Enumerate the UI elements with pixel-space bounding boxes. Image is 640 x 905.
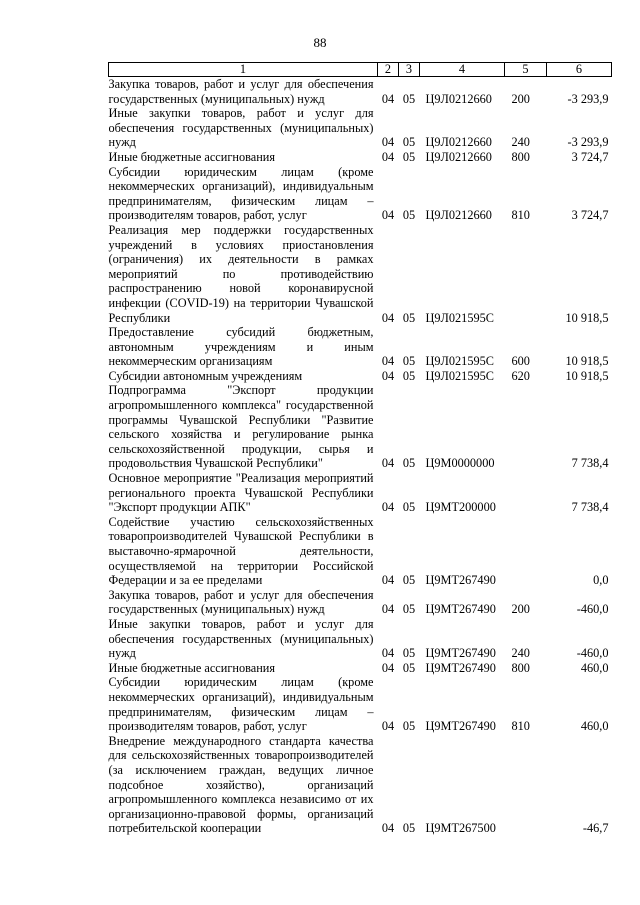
cell-expense-type [505, 383, 547, 471]
cell-amount: 7 738,4 [571, 456, 609, 471]
cell-target-code: Ц9МТ267490 [425, 646, 496, 661]
cell-subsection: 05 [402, 456, 416, 471]
cell-section: 04 [381, 135, 395, 150]
col-header-4: 4 [420, 63, 505, 77]
cell-target-code: Ц9Л0212660 [425, 208, 492, 223]
cell-amount: 3 724,7 [571, 149, 609, 164]
cell-target-code: Ц9МТ267490 [425, 573, 496, 588]
cell-target-code: Ц9МТ267500 [425, 821, 496, 836]
cell-amount: 3 724,7 [571, 208, 609, 223]
table-row [109, 150, 612, 165]
cell-section: 04 [381, 310, 395, 325]
cell-amount: 10 918,5 [565, 310, 609, 325]
cell-expense-type [505, 223, 547, 325]
page-number: 88 [313, 35, 327, 50]
cell-amount: -46,7 [582, 821, 609, 836]
cell-expense-type: 600 [511, 354, 530, 369]
table-row [109, 325, 612, 369]
cell-expense-type: 810 [511, 719, 530, 734]
cell-section: 04 [381, 500, 395, 515]
table-row [109, 588, 612, 617]
cell-amount: 460,0 [580, 660, 609, 675]
cell-section: 04 [381, 573, 395, 588]
cell-section: 04 [381, 368, 395, 383]
col-header-5: 5 [505, 63, 547, 77]
cell-subsection: 05 [402, 660, 416, 675]
cell-expense-type: 240 [511, 646, 530, 661]
cell-name: Иные бюджетные ассигнования [108, 660, 276, 675]
cell-name: Закупка товаров, работ и услуг для обеспечения государственных (муниципальных) нужд [108, 77, 374, 106]
cell-subsection: 05 [402, 310, 416, 325]
cell-expense-type: 200 [511, 602, 530, 617]
col-header-2: 2 [378, 63, 399, 77]
cell-name: Реализация мер поддержки государственных учреждений в условиях приостановления (ограничения) их деятельности в рамках мероприятий по противодействию распространению новой коронавирусной инфекции (COVID-19) на территории Чувашской Республики [108, 222, 374, 325]
cell-subsection: 05 [402, 602, 416, 617]
cell-subsection: 05 [402, 500, 416, 515]
cell-amount: -460,0 [576, 646, 609, 661]
col-header-6: 6 [547, 63, 612, 77]
cell-target-code: Ц9МТ200000 [425, 500, 496, 515]
table-row [109, 383, 612, 471]
cell-section: 04 [381, 821, 395, 836]
cell-target-code: Ц9МТ267490 [425, 660, 496, 675]
cell-subsection: 05 [402, 135, 416, 150]
cell-section: 04 [381, 660, 395, 675]
cell-amount: 10 918,5 [565, 368, 609, 383]
cell-amount: 0,0 [593, 573, 609, 588]
table-row [109, 515, 612, 588]
cell-subsection: 05 [402, 821, 416, 836]
cell-name: Иные бюджетные ассигнования [108, 149, 276, 164]
table-row [109, 471, 612, 515]
cell-name: Субсидии юридическим лицам (кроме некоммерческих организаций), индивидуальным предпринимателям, физическим лицам – производителям товаров, работ, услуг [108, 164, 374, 223]
cell-target-code: Ц9Л0212660 [425, 149, 492, 164]
header-row [109, 63, 612, 77]
cell-section: 04 [381, 602, 395, 617]
cell-subsection: 05 [402, 719, 416, 734]
cell-expense-type: 810 [511, 208, 530, 223]
cell-target-code: Ц9Л0212660 [425, 91, 492, 106]
cell-subsection: 05 [402, 354, 416, 369]
table-row [109, 661, 612, 676]
col-header-3: 3 [399, 63, 420, 77]
cell-expense-type [505, 515, 547, 588]
cell-expense-type [505, 471, 547, 515]
table-body [109, 77, 612, 836]
cell-section: 04 [381, 719, 395, 734]
cell-target-code: Ц9Л021595С [425, 310, 494, 325]
cell-subsection: 05 [402, 368, 416, 383]
cell-expense-type: 240 [511, 135, 530, 150]
cell-target-code: Ц9Л021595С [425, 354, 494, 369]
cell-subsection: 05 [402, 208, 416, 223]
cell-expense-type: 800 [511, 149, 530, 164]
cell-subsection: 05 [402, 646, 416, 661]
cell-name: Основное мероприятие "Реализация мероприятий регионального проекта Чувашской Республики "Экспорт продукции АПК" [108, 471, 374, 515]
cell-amount: -3 293,9 [567, 135, 609, 150]
cell-section: 04 [381, 91, 395, 106]
cell-expense-type: 620 [511, 368, 530, 383]
cell-name: Субсидии юридическим лицам (кроме некоммерческих организаций), индивидуальным предпринимателям, физическим лицам – производителям товаров, работ, услуг [108, 675, 374, 734]
cell-expense-type: 200 [511, 91, 530, 106]
col-header-1: 1 [109, 63, 378, 77]
table-row [109, 106, 612, 150]
cell-subsection: 05 [402, 91, 416, 106]
cell-subsection: 05 [402, 573, 416, 588]
table-row [109, 369, 612, 384]
cell-amount: -3 293,9 [567, 91, 609, 106]
cell-expense-type: 800 [511, 660, 530, 675]
table-row [109, 675, 612, 733]
cell-name: Субсидии автономным учреждениям [108, 368, 303, 383]
cell-section: 04 [381, 646, 395, 661]
cell-name: Подпрограмма "Экспорт продукции агропромышленного комплекса" государственной программы Чувашской Республики "Развитие сельского хозяйства и регулирование рынка сельскохозяйственной продукции, сырья и продовольствия Чувашской Республики" [108, 383, 374, 471]
cell-amount: 460,0 [580, 719, 609, 734]
cell-amount: -460,0 [576, 602, 609, 617]
cell-target-code: Ц9МТ267490 [425, 602, 496, 617]
budget-table [108, 62, 612, 836]
table-row [109, 734, 612, 836]
table-row [109, 223, 612, 325]
cell-expense-type [505, 734, 547, 836]
cell-name: Иные закупки товаров, работ и услуг для обеспечения государственных (муниципальных) нужд [108, 106, 374, 150]
cell-section: 04 [381, 208, 395, 223]
cell-subsection: 05 [402, 149, 416, 164]
cell-amount: 10 918,5 [565, 354, 609, 369]
table-row [109, 77, 612, 107]
cell-amount: 7 738,4 [571, 500, 609, 515]
cell-name: Предоставление субсидий бюджетным, автономным учреждениям и иным некоммерческим организациям [108, 325, 374, 369]
cell-section: 04 [381, 456, 395, 471]
cell-name: Закупка товаров, работ и услуг для обеспечения государственных (муниципальных) нужд [108, 587, 374, 617]
cell-section: 04 [381, 354, 395, 369]
cell-name: Внедрение международного стандарта качества для сельскохозяйственных товаропроизводителей (за исключением граждан, ведущих личное подсобное хозяйство), организаций агропромышленного комплекса независимо от их организационно-правовой формы, организаций потребительской кооперации [108, 733, 374, 836]
table-header [109, 63, 612, 77]
cell-target-code: Ц9Л021595С [425, 368, 494, 383]
cell-target-code: Ц9МТ267490 [425, 719, 496, 734]
table-row [109, 165, 612, 223]
cell-name: Иные закупки товаров, работ и услуг для обеспечения государственных (муниципальных) нужд [108, 616, 374, 661]
cell-name: Содействие участию сельскохозяйственных товаропроизводителей Чувашской Республики в выставочно-ярмарочной деятельности, осуществляемой на территории Российской Федерации и за ее пределами [108, 514, 374, 588]
cell-target-code: Ц9Л0212660 [425, 135, 492, 150]
cell-section: 04 [381, 149, 395, 164]
cell-target-code: Ц9М0000000 [425, 456, 495, 471]
table-row [109, 617, 612, 661]
